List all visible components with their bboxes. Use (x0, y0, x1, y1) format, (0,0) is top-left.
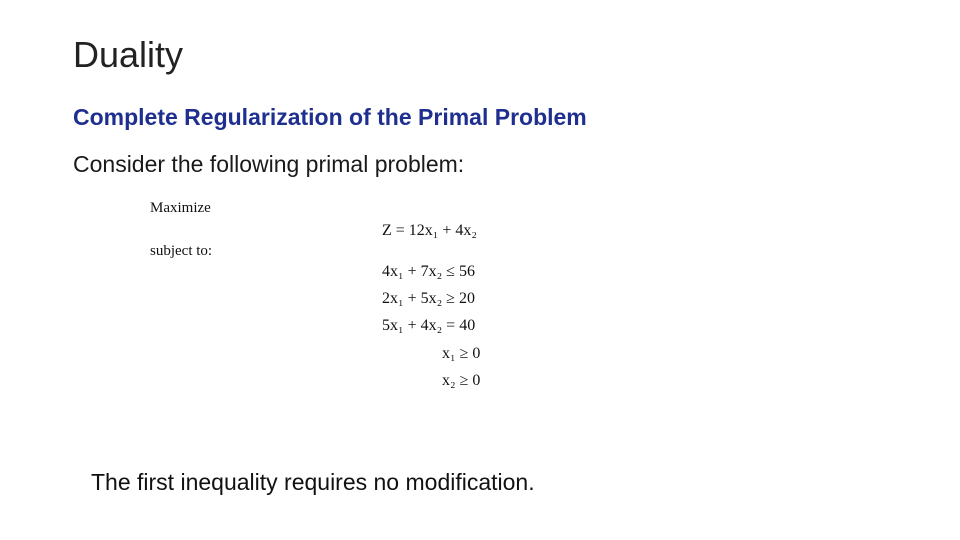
subject-to-label: subject to: (150, 243, 213, 259)
nonnegativity-x1: x₁ ≥ 0 (442, 345, 481, 362)
constraint-3: 5x₁ + 4x₂ = 40 (382, 317, 476, 334)
maximize-label: Maximize (150, 200, 211, 216)
section-subheading: Complete Regularization of the Primal Problem (73, 104, 587, 130)
slide-title: Duality (73, 34, 184, 75)
constraint-1: 4x₁ + 7x₂ ≤ 56 (382, 263, 475, 280)
intro-text: Consider the following primal problem: (73, 151, 465, 177)
primal-problem (150, 195, 530, 395)
constraint-2: 2x₁ + 5x₂ ≥ 20 (382, 290, 475, 307)
objective-function: Z = 12x₁ + 4x₂ (382, 222, 477, 239)
footer-note: The first inequality requires no modification. (91, 469, 535, 495)
nonnegativity-x2: x₂ ≥ 0 (442, 372, 481, 389)
